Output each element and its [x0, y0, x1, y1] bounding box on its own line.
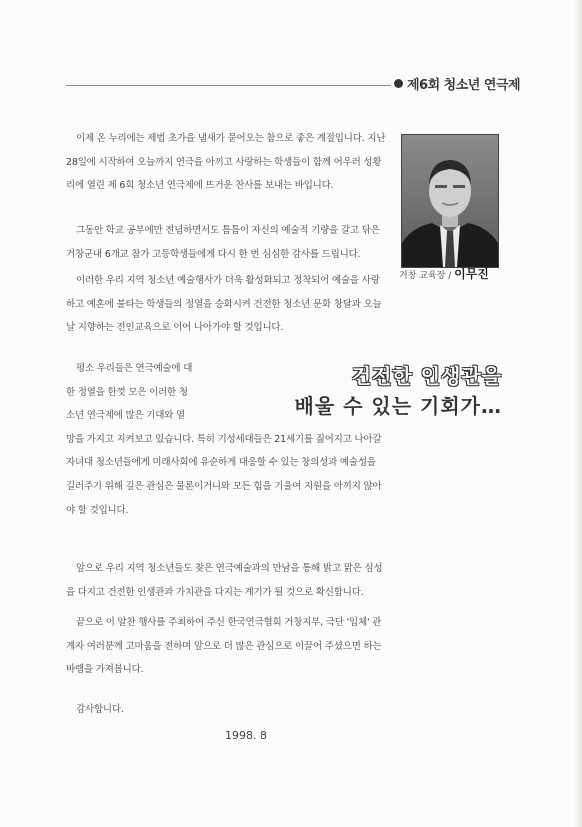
text-line: 앞으로 우리 지역 청소년들도 찾은 연극예술과의 만남을 통해 밝고 맑은 심성: [76, 563, 383, 574]
portrait-illustration: [402, 135, 498, 267]
text-line: 자녀대 청소년들에게 미래사회에 유순하게 대응할 수 있는 창의성과 예술성을: [66, 457, 376, 469]
date: 1998. 8: [225, 729, 267, 742]
paragraph-7: [66, 698, 124, 722]
text-line: 28일에 시작하여 오늘까지 연극을 아끼고 사랑하는 학생들이 함께 어우러 성황: [66, 156, 382, 168]
text-line: 길러주기 위해 깊은 관심은 물론이거니와 모든 힘을 기울여 지원을 아끼지 않아: [66, 480, 382, 492]
text-line: 을 다지고 건전한 인생관과 가치관을 다지는 계기가 될 것으로 확신합니다.: [66, 586, 364, 598]
text-line: 소년 연극제에 많은 기대와 열: [66, 410, 186, 422]
text-line: 리에 열린 제 6회 청소년 연극제에 뜨거운 찬사를 보내는 바입니다.: [66, 180, 334, 192]
text-line: 하고 예혼에 불타는 학생들의 정열을 승화시켜 건전한 청소년 문화 창달과 오늘: [66, 298, 382, 310]
page-edge: [574, 0, 582, 827]
text-line: 바램을 가져봅니다.: [66, 664, 144, 676]
photo-caption: [399, 265, 489, 282]
text-line: 이제 온 누리에는 제법 초가을 냄새가 묻어오는 참으로 좋은 계절입니다. 지난: [76, 133, 386, 144]
paragraph-5: [66, 557, 383, 604]
text-line: 그동안 학교 공부에만 전념하면서도 틈틈이 자신의 예술적 기량을 갈고 닦은: [76, 225, 380, 236]
text-line: 감사합니다.: [76, 704, 124, 715]
caption-name: 이무진: [454, 267, 489, 281]
pull-quote-line-1: 건전한 인생관을: [351, 364, 502, 388]
text-line: 거창군내 6개교 참가 고등학생들에게 다시 한 번 심심한 감사를 드립니다.: [66, 248, 361, 260]
portrait-photo: [401, 134, 499, 268]
text-line: 망을 가지고 지켜보고 있습니다. 특히 기성세대들은 21세기를 짊어지고 나아갈: [66, 433, 382, 445]
section-title: 제6회 청소년 연극제: [407, 78, 521, 93]
text-line: 야 할 것입니다.: [66, 504, 129, 516]
paragraph-6: [66, 611, 381, 682]
header-rule: [66, 85, 391, 86]
text-line: 한 정열을 한껏 모은 이러한 청: [66, 386, 188, 398]
bullet-icon: [394, 79, 403, 88]
text-line: 계자 여러분께 고마움을 전하며 앞으로 더 많은 관심으로 이끌어 주셨으면 하는: [66, 640, 382, 652]
text-line: 끝으로 이 알찬 행사를 주최하여 주신 한국연극협회 거창지부, 극단 '입체' 관: [76, 617, 382, 628]
pull-quote-line-2: 배울 수 있는 기회가…: [294, 394, 502, 418]
text-line: 평소 우리들은 연극예술에 대: [76, 363, 193, 374]
paragraph-3: [66, 269, 381, 340]
text-line: 날 지향하는 전인교육으로 이어 나아가야 할 것입니다.: [66, 322, 284, 334]
paragraph-2: [66, 219, 380, 266]
caption-role: 거창 교육장 /: [399, 271, 452, 281]
pull-quote: [295, 361, 502, 421]
text-line: 이러한 우리 지역 청소년 예술행사가 더욱 활성화되고 정착되어 예술을 사랑: [76, 275, 380, 286]
paragraph-1: [66, 127, 385, 198]
